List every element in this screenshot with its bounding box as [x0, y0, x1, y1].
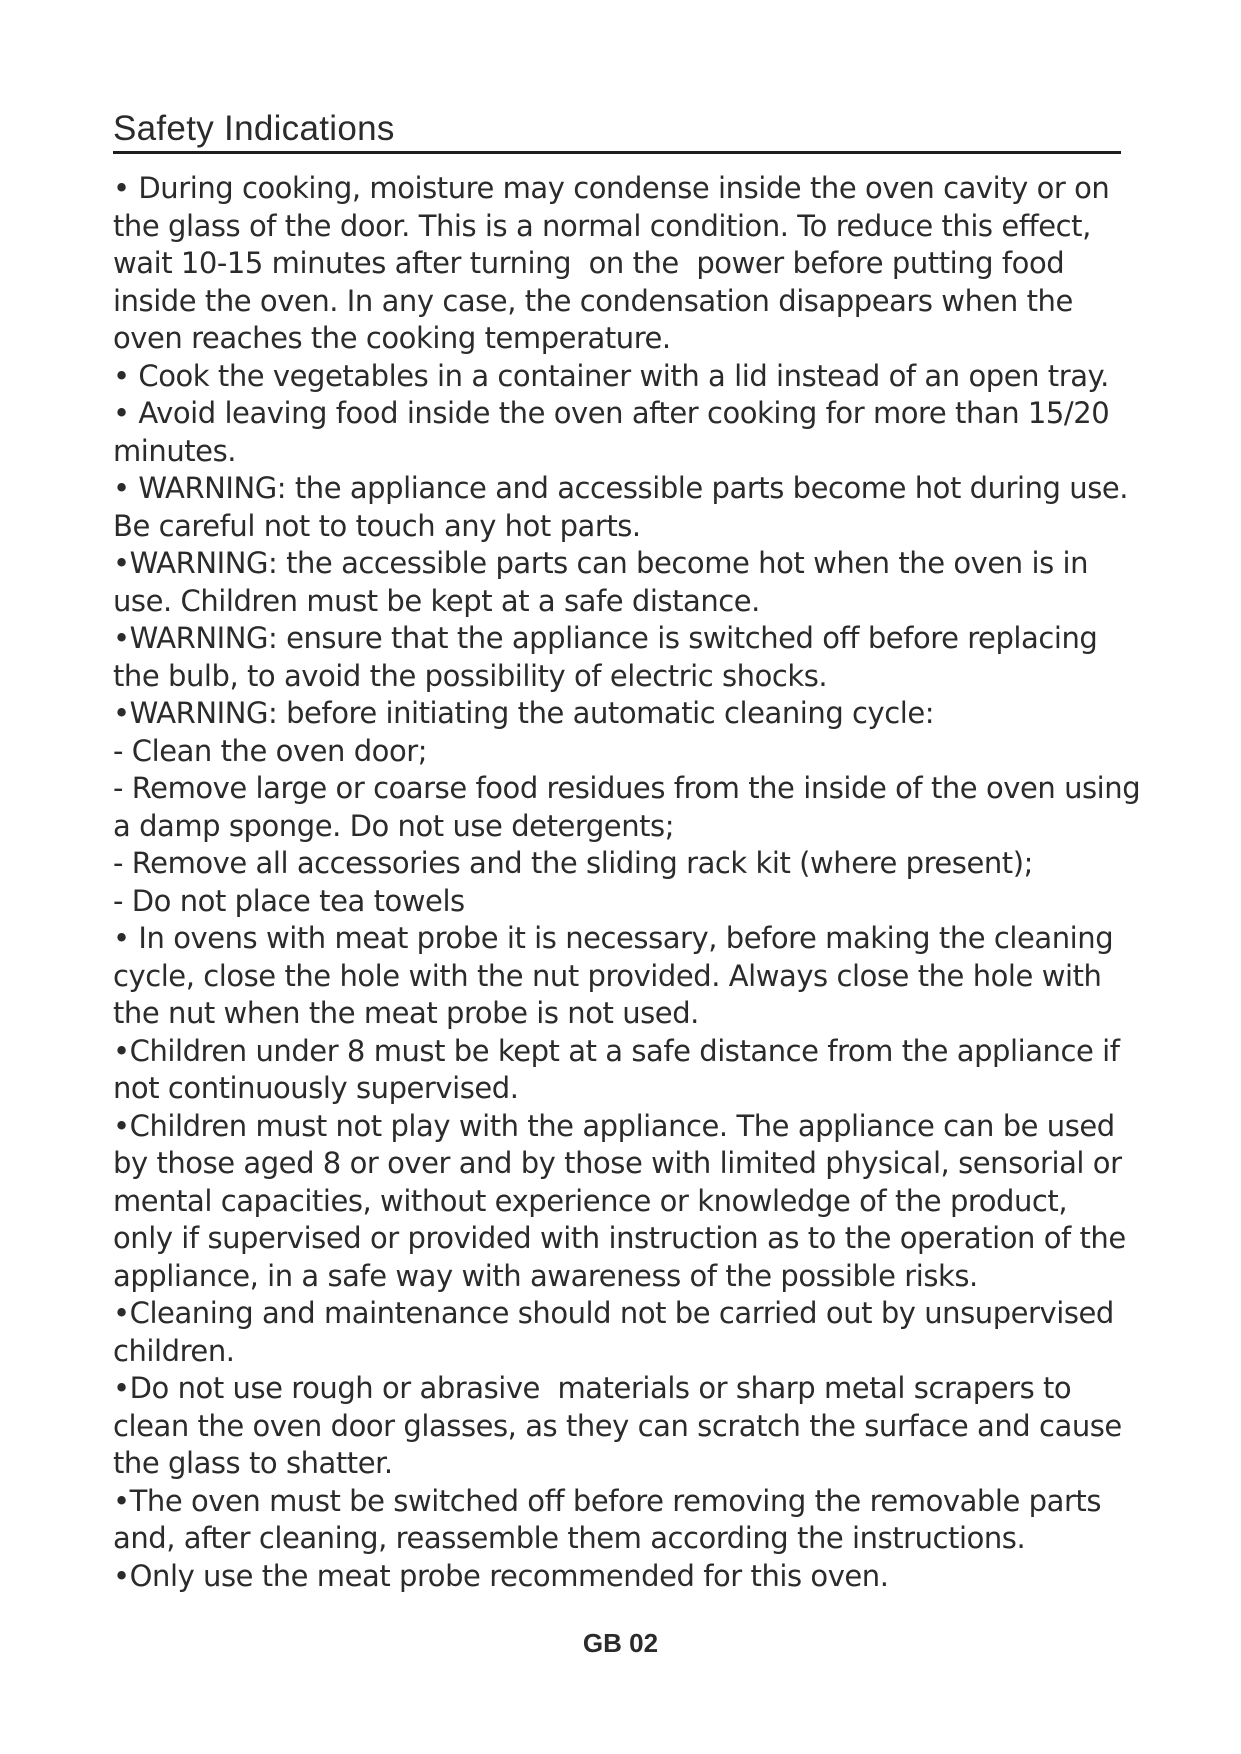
- text-line: •Cleaning and maintenance should not be carried out by unsupervised: [113, 1296, 1114, 1330]
- page-header: [113, 108, 1121, 154]
- text-line: clean the oven door glasses, as they can scratch the surface and cause: [113, 1408, 1122, 1443]
- text-line: Be careful not to touch any hot parts.: [113, 508, 641, 543]
- text-line: - Remove large or coarse food residues from the inside of the oven using: [113, 771, 1141, 805]
- text-line: minutes.: [113, 433, 237, 468]
- text-line: the bulb, to avoid the possibility of electric shocks.: [113, 658, 828, 693]
- text-line: a damp sponge. Do not use detergents;: [113, 808, 675, 843]
- text-line: • During cooking, moisture may condense inside the oven cavity or on: [113, 171, 1110, 205]
- text-line: mental capacities, without experience or knowledge of the product,: [113, 1183, 1068, 1218]
- safety-text-body: [113, 170, 1173, 1595]
- text-line: - Clean the oven door;: [113, 733, 428, 768]
- text-line: and, after cleaning, reassemble them according the instructions.: [113, 1521, 1026, 1555]
- text-line: •WARNING: before initiating the automatic cleaning cycle:: [113, 696, 935, 730]
- text-line: appliance, in a safe way with awareness of the possible risks.: [113, 1258, 978, 1293]
- text-line: wait 10-15 minutes after turning on the power before putting food: [113, 246, 1065, 280]
- text-line: • In ovens with meat probe it is necessary, before making the cleaning: [113, 921, 1114, 955]
- text-line: • Cook the vegetables in a container with a lid instead of an open tray.: [113, 358, 1109, 393]
- page-title: Safety Indications: [113, 109, 395, 148]
- text-line: • WARNING: the appliance and accessible parts become hot during use.: [113, 471, 1129, 505]
- text-line: •Children under 8 must be kept at a safe distance from the appliance if: [113, 1033, 1120, 1068]
- text-line: oven reaches the cooking temperature.: [113, 321, 671, 355]
- text-line: the glass of the door. This is a normal condition. To reduce this effect,: [113, 208, 1091, 243]
- text-line: by those aged 8 or over and by those with limited physical, sensorial or: [113, 1146, 1122, 1180]
- text-line: the glass to shatter.: [113, 1446, 393, 1480]
- text-line: •WARNING: the accessible parts can become hot when the oven is in: [113, 546, 1089, 580]
- text-line: •Children must not play with the appliance. The appliance can be used: [113, 1108, 1115, 1143]
- page-number: GB 02: [582, 1628, 659, 1658]
- text-line: inside the oven. In any case, the condensation disappears when the: [113, 283, 1073, 318]
- text-line: •WARNING: ensure that the appliance is switched off before replacing: [113, 621, 1098, 655]
- text-line: children.: [113, 1333, 235, 1368]
- text-line: cycle, close the hole with the nut provided. Always close the hole with: [113, 958, 1102, 993]
- text-line: • Avoid leaving food inside the oven after cooking for more than 15/20: [113, 396, 1110, 430]
- text-line: use. Children must be kept at a safe distance.: [113, 583, 760, 618]
- text-line: only if supervised or provided with instruction as to the operation of the: [113, 1221, 1126, 1255]
- text-line: the nut when the meat probe is not used.: [113, 996, 699, 1030]
- text-line: - Remove all accessories and the sliding rack kit (where present);: [113, 846, 1033, 880]
- text-line: - Do not place tea towels: [113, 883, 465, 918]
- text-line: •The oven must be switched off before removing the removable parts: [113, 1483, 1101, 1518]
- text-line: •Do not use rough or abrasive materials or sharp metal scrapers to: [113, 1371, 1072, 1405]
- text-line: •Only use the meat probe recommended for this oven.: [113, 1558, 889, 1593]
- text-line: not continuously supervised.: [113, 1071, 519, 1105]
